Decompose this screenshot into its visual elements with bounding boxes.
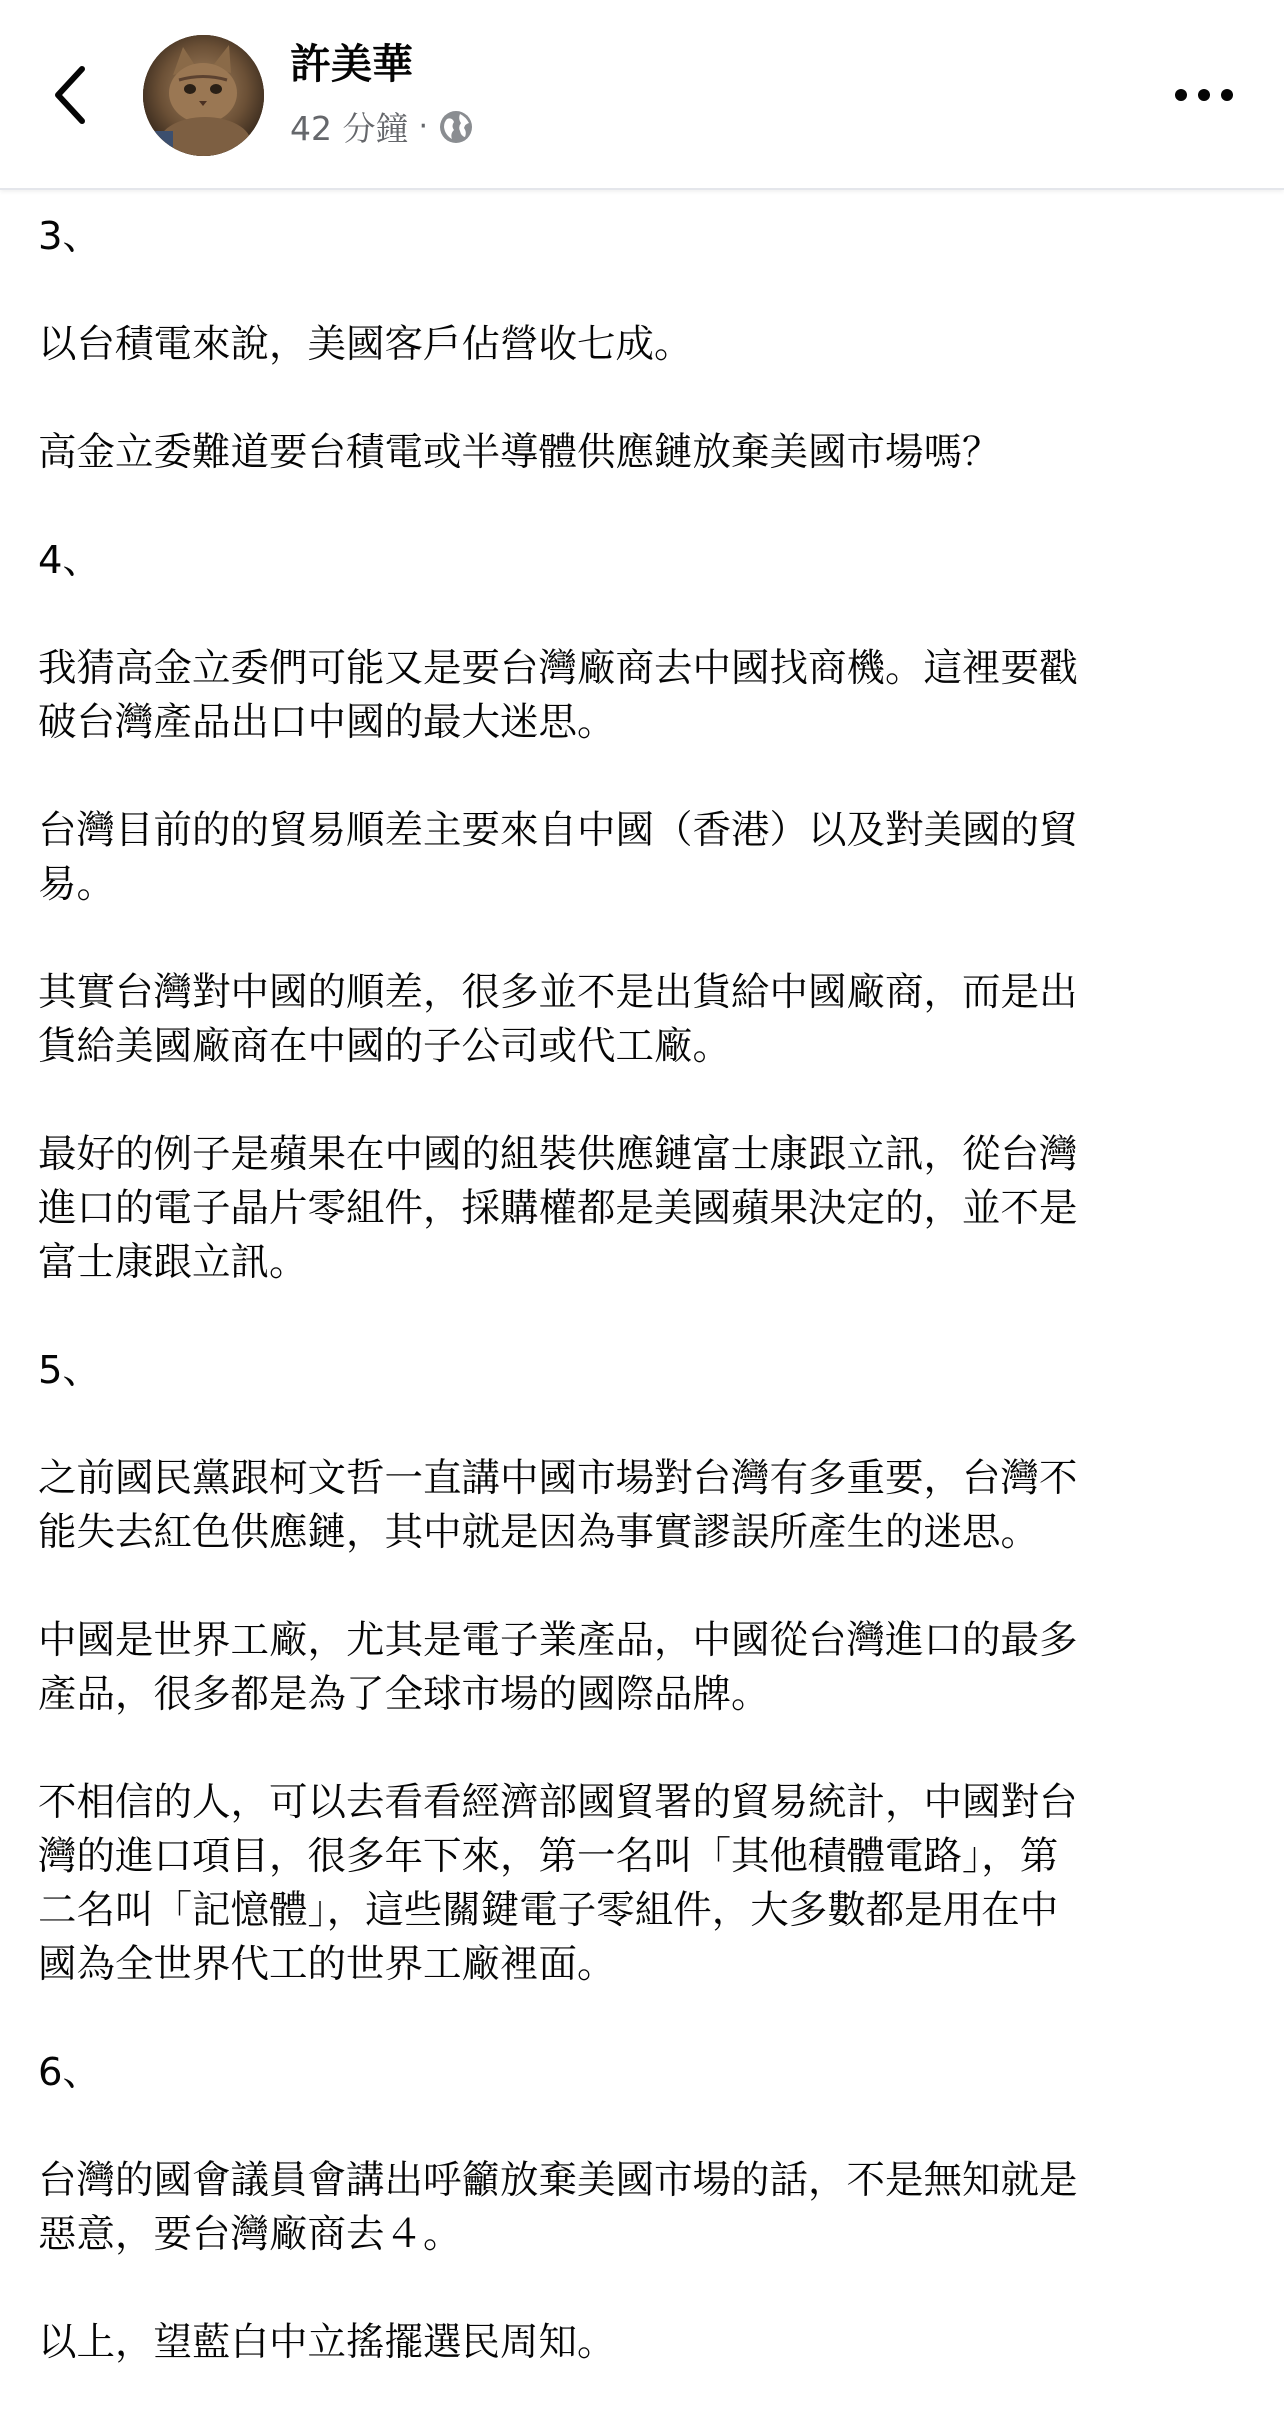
post-paragraph: 6、 bbox=[38, 2050, 101, 2095]
post-paragraph: 我猜高金立委們可能又是要台灣廠商去中國找商機。這裡要戳 破台灣產品出口中國的最大迷思。 bbox=[38, 646, 1078, 745]
post-paragraph: 以上，望藍白中立搖擺選民周知。 bbox=[38, 2320, 616, 2365]
author-name[interactable]: 許美華 bbox=[290, 40, 413, 88]
chevron-left-icon bbox=[50, 63, 90, 127]
more-options-button[interactable] bbox=[1164, 70, 1244, 120]
post-paragraph: 以台積電來說，美國客戶佔營收七成。 bbox=[38, 322, 693, 367]
post-text bbox=[38, 210, 1246, 2424]
post-paragraph: 不相信的人，可以去看看經濟部國貿署的貿易統計，中國對台 灣的進口項目，很多年下來，第一名叫「其他積體電路」，第 二名叫「記憶體」，這些關鍵電子零組件，大多數都是用在中 國為全世界代工的世界工廠裡面。 bbox=[38, 1780, 1078, 1987]
post-paragraph: 最好的例子是蘋果在中國的組裝供應鏈富士康跟立訊，從台灣 進口的電子晶片零組件，採購權都是美國蘋果決定的，並不是 富士康跟立訊。 bbox=[38, 1132, 1078, 1285]
more-horizontal-icon bbox=[1174, 88, 1234, 102]
post-header bbox=[0, 0, 1284, 190]
meta-separator: · bbox=[418, 109, 429, 144]
post-meta bbox=[290, 103, 474, 150]
post-paragraph: 中國是世界工廠，尤其是電子業產品，中國從台灣進口的最多 產品，很多都是為了全球市場的國際品牌。 bbox=[38, 1618, 1078, 1717]
post-paragraph: 台灣的國會議員會講出呼籲放棄美國市場的話，不是無知就是 惡意，要台灣廠商去４。 bbox=[38, 2158, 1078, 2257]
avatar[interactable] bbox=[143, 35, 264, 156]
post-paragraph: 3、 bbox=[38, 214, 101, 259]
back-button[interactable] bbox=[40, 55, 100, 135]
post-paragraph: 4、 bbox=[38, 538, 101, 583]
post-paragraph: 之前國民黨跟柯文哲一直講中國市場對台灣有多重要，台灣不 能失去紅色供應鏈，其中就是因為事實謬誤所產生的迷思。 bbox=[38, 1456, 1078, 1555]
post-paragraph: 台灣目前的的貿易順差主要來自中國（香港）以及對美國的貿 易。 bbox=[38, 808, 1078, 907]
globe-icon[interactable] bbox=[438, 109, 474, 145]
post-paragraph: 其實台灣對中國的順差，很多並不是出貨給中國廠商，而是出 貨給美國廠商在中國的子公司或代工廠。 bbox=[38, 970, 1078, 1069]
post-timestamp[interactable]: 42 分鐘 bbox=[290, 109, 409, 148]
post-paragraph: 高金立委難道要台積電或半導體供應鏈放棄美國市場嗎？ bbox=[38, 430, 1001, 475]
post-paragraph: 5、 bbox=[38, 1348, 101, 1393]
cat-photo-avatar bbox=[143, 35, 264, 156]
